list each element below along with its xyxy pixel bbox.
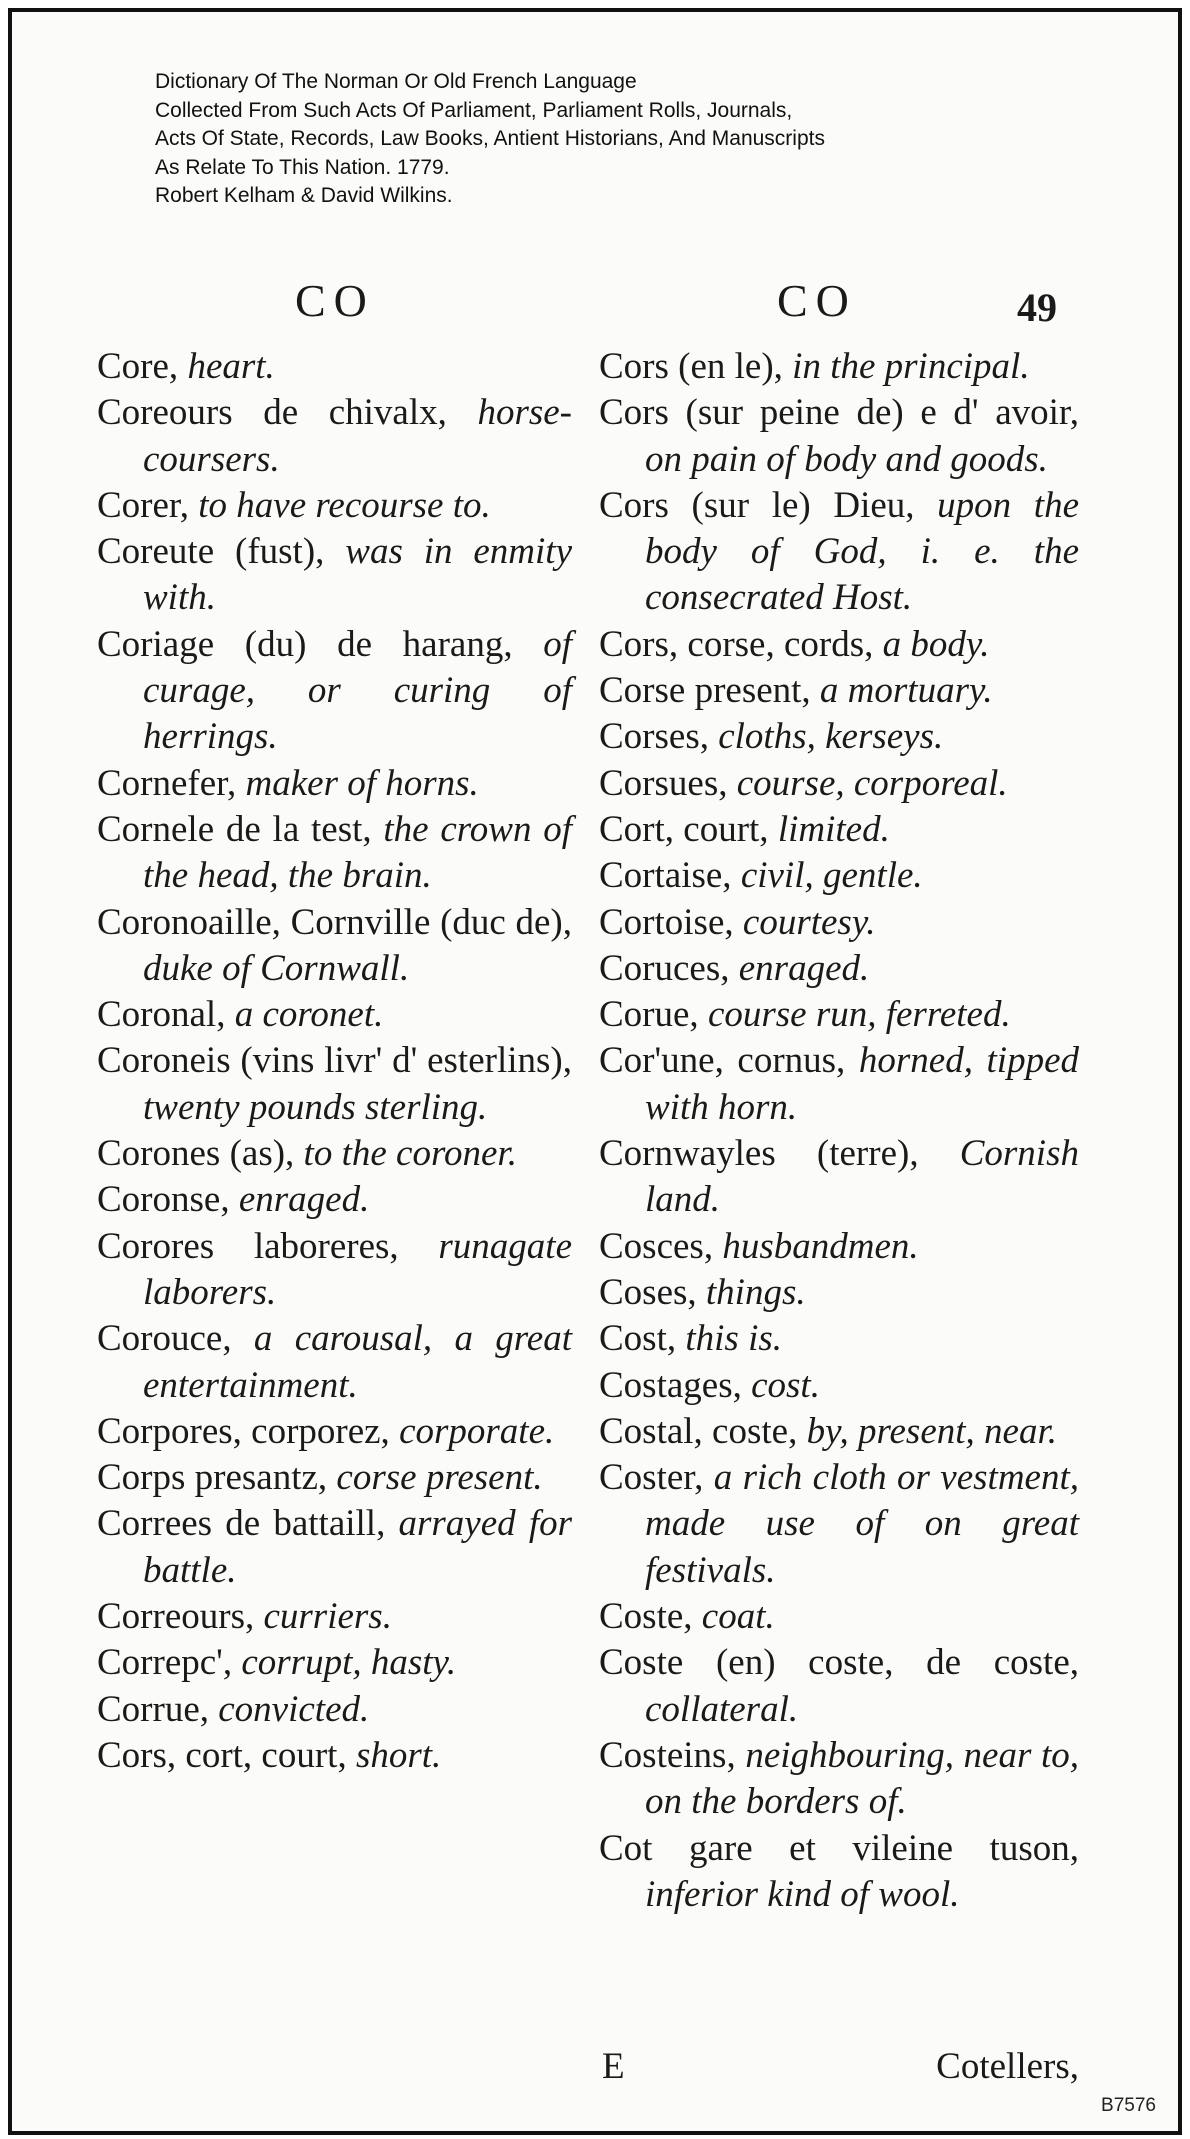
entry-definition: a coronet. [234, 994, 384, 1036]
entry-definition: to the coroner. [303, 1133, 517, 1175]
dictionary-entry [599, 1733, 1079, 1826]
entry-headword: Corse present, [599, 670, 820, 712]
dictionary-entry [599, 807, 1079, 853]
dictionary-entry [599, 1409, 1079, 1455]
entry-headword: Costages, [599, 1364, 752, 1406]
entry-headword: Corouce, [97, 1318, 254, 1360]
entry-headword: Corses, [599, 716, 719, 758]
entry-headword: Cort, court, [599, 808, 778, 850]
dictionary-entry [97, 1224, 572, 1317]
entry-definition: a rich cloth or vestment, made use of on great festivals. [645, 1457, 1079, 1591]
entry-definition: of curage, or curing of herrings. [143, 623, 572, 758]
dictionary-entry [599, 1640, 1079, 1733]
dictionary-entry [599, 853, 1079, 899]
header-line: Robert Kelham & David Wilkins. [155, 184, 453, 207]
entry-headword: Core, [97, 346, 188, 387]
entry-headword: Cosces, [599, 1225, 723, 1267]
entry-headword: Costal, coste, [599, 1410, 807, 1452]
dictionary-entry [97, 1038, 572, 1131]
dictionary-entry [599, 1038, 1079, 1131]
entry-headword: Cors (en le), [599, 346, 793, 387]
dictionary-entry [599, 622, 1079, 668]
entry-definition: maker of horns. [245, 762, 479, 804]
entry-headword: Coriage (du) de harang, [97, 623, 544, 665]
entry-definition: this is. [685, 1318, 782, 1360]
dictionary-entry [97, 1640, 572, 1686]
entry-headword: Cors (sur peine de) e d' avoir, [599, 392, 1079, 434]
dictionary-entry [599, 390, 1079, 483]
header-line: As Relate To This Nation. 1779. [155, 155, 450, 179]
entry-headword: Correes de battaill, [97, 1503, 399, 1545]
entry-headword: Corps presantz, [97, 1457, 337, 1499]
entry-definition: inferior kind of wool. [645, 1873, 960, 1915]
entry-definition: corporate. [399, 1410, 555, 1452]
dictionary-entry [97, 1455, 572, 1501]
entry-definition: arrayed for battle. [143, 1503, 572, 1591]
dictionary-entry [599, 344, 1079, 390]
entry-definition: corrupt, hasty. [241, 1642, 457, 1684]
entry-definition: by, present, near. [806, 1410, 1057, 1452]
dictionary-entry [97, 900, 572, 993]
header-line: Dictionary Of The Norman Or Old French Language [155, 70, 637, 93]
entry-definition: heart. [187, 346, 275, 387]
entry-definition: enraged. [738, 947, 870, 989]
dictionary-entry [599, 1131, 1079, 1224]
dictionary-entry [97, 761, 572, 807]
dictionary-entry [97, 1687, 572, 1733]
entry-definition: a body. [882, 623, 990, 665]
dictionary-entry [599, 714, 1079, 760]
entry-headword: Coreours de chivalx, [97, 392, 478, 434]
header-line: Collected From Such Acts Of Parliament, Parliament Rolls, Journals, [155, 98, 793, 122]
entry-definition: courtesy. [742, 901, 876, 943]
entry-definition: cloths, kerseys. [718, 716, 944, 758]
entry-headword: Correours, [97, 1596, 264, 1638]
entry-headword: Coruces, [599, 947, 739, 989]
entry-headword: Corores laboreres, [97, 1225, 439, 1267]
entry-headword: Corones (as), [97, 1133, 304, 1175]
entry-headword: Cortoise, [599, 901, 743, 943]
entry-headword: Corpores, corporez, [97, 1410, 400, 1452]
entry-definition: in the principal. [792, 346, 1030, 387]
header-line: Acts Of State, Records, Law Books, Antient Historians, And Manuscripts [155, 127, 825, 150]
entry-definition: husbandmen. [722, 1225, 919, 1267]
catchline [602, 2045, 1079, 2088]
entry-headword: Coreute (fust), [97, 531, 346, 573]
entry-definition: the crown of the head, the brain. [143, 808, 572, 897]
dictionary-entry [599, 1455, 1079, 1594]
entry-headword: Cornele de la test, [97, 808, 384, 850]
entry-definition: course, corporeal. [736, 762, 1008, 804]
entry-definition: Cornish land. [645, 1133, 1079, 1221]
entry-definition: convicted. [218, 1688, 370, 1730]
entry-headword: Coronoaille, Cornville (duc de), [97, 901, 572, 943]
dictionary-entry [599, 1270, 1079, 1316]
entry-definition: cost. [751, 1364, 820, 1406]
plate-id: B7576 [1101, 2095, 1156, 2116]
entry-headword: Cot gare et vileine tuson, [599, 1827, 1079, 1869]
entry-headword: Cors, cort, court, [97, 1734, 356, 1776]
dictionary-entry [599, 761, 1079, 807]
entry-headword: Coste (en) coste, de coste, [599, 1642, 1079, 1684]
entry-definition: duke of Cornwall. [143, 947, 410, 989]
catchword: Cotellers, [936, 2046, 1079, 2087]
entry-definition: curriers. [263, 1596, 392, 1638]
dictionary-page [8, 8, 1182, 2135]
entry-definition: civil, gentle. [740, 855, 923, 897]
dictionary-entry [599, 992, 1079, 1038]
entry-headword: Cor'une, cornus, [599, 1040, 859, 1082]
dictionary-entry [97, 1501, 572, 1594]
entry-definition: to have recourse to. [198, 484, 491, 526]
entry-headword: Coster, [599, 1457, 714, 1499]
entry-definition: horse-coursers. [143, 392, 572, 480]
entry-definition: limited. [777, 808, 890, 850]
dictionary-entry [97, 1409, 572, 1455]
entry-definition: enraged. [238, 1179, 370, 1221]
entry-definition: on pain of body and goods. [645, 438, 1048, 480]
right-column [599, 344, 1079, 1918]
entry-headword: Cors (sur le) Dieu, [599, 484, 938, 526]
entry-headword: Cornefer, [97, 762, 246, 804]
entry-headword: Cornwayles (terre), [599, 1133, 960, 1175]
entry-definition: coat. [701, 1596, 775, 1638]
entry-headword: Cortaise, [599, 855, 741, 897]
dictionary-entry [599, 1224, 1079, 1270]
dictionary-entry [599, 1594, 1079, 1640]
page-number: 49 [1017, 285, 1057, 330]
entry-definition: a mortuary. [819, 670, 993, 712]
dictionary-entry [97, 344, 572, 390]
dictionary-entry [599, 1316, 1079, 1362]
entry-definition: neighbouring, near to, on the borders of. [645, 1734, 1079, 1823]
entry-definition: horned, tipped with horn. [645, 1040, 1079, 1128]
entry-definition: twenty pounds sterling. [143, 1086, 488, 1128]
signature-mark: E [602, 2046, 625, 2087]
entry-headword: Corue, [599, 994, 708, 1036]
entry-definition: a carousal, a great entertainment. [143, 1318, 572, 1406]
entry-definition: short. [355, 1734, 442, 1776]
dictionary-entry [97, 390, 572, 483]
left-column [97, 344, 572, 1779]
dictionary-entry [97, 807, 572, 900]
entry-headword: Cost, [599, 1318, 686, 1360]
dictionary-entry [599, 1826, 1079, 1919]
entry-definition: course run, ferreted. [707, 994, 1011, 1036]
running-head-left: CO [295, 275, 375, 326]
running-head-right: CO [777, 275, 857, 326]
entry-headword: Cors, corse, cords, [599, 623, 883, 665]
entry-headword: Correpc', [97, 1642, 242, 1684]
dictionary-entry [97, 622, 572, 761]
entry-definition: collateral. [645, 1688, 799, 1730]
entry-headword: Corer, [97, 484, 199, 526]
entry-definition: runagate laborers. [143, 1225, 572, 1313]
dictionary-entry [599, 946, 1079, 992]
dictionary-entry [97, 1733, 572, 1779]
entry-headword: Corrue, [97, 1688, 219, 1730]
entry-definition: things. [705, 1271, 806, 1313]
dictionary-entry [97, 483, 572, 529]
dictionary-entry [97, 992, 572, 1038]
entry-headword: Coroneis (vins livr' d' esterlins), [97, 1040, 572, 1082]
entry-definition: was in enmity with. [143, 531, 572, 619]
entry-definition: corse present. [336, 1457, 543, 1499]
dictionary-entry [97, 1316, 572, 1409]
entry-headword: Coronse, [97, 1179, 239, 1221]
entry-headword: Corsues, [599, 762, 737, 804]
dictionary-entry [97, 1131, 572, 1177]
entry-headword: Costeins, [599, 1734, 746, 1776]
header-note [155, 68, 825, 211]
dictionary-entry [97, 529, 572, 622]
dictionary-entry [599, 900, 1079, 946]
dictionary-entry [599, 483, 1079, 622]
entry-headword: Coses, [599, 1271, 706, 1313]
dictionary-entry [599, 668, 1079, 714]
entry-headword: Coronal, [97, 994, 235, 1036]
dictionary-entry [599, 1363, 1079, 1409]
entry-definition: upon the body of God, i. e. the consecrated Host. [645, 484, 1080, 619]
dictionary-entry [97, 1594, 572, 1640]
dictionary-entry [97, 1177, 572, 1223]
entry-headword: Coste, [599, 1596, 702, 1638]
